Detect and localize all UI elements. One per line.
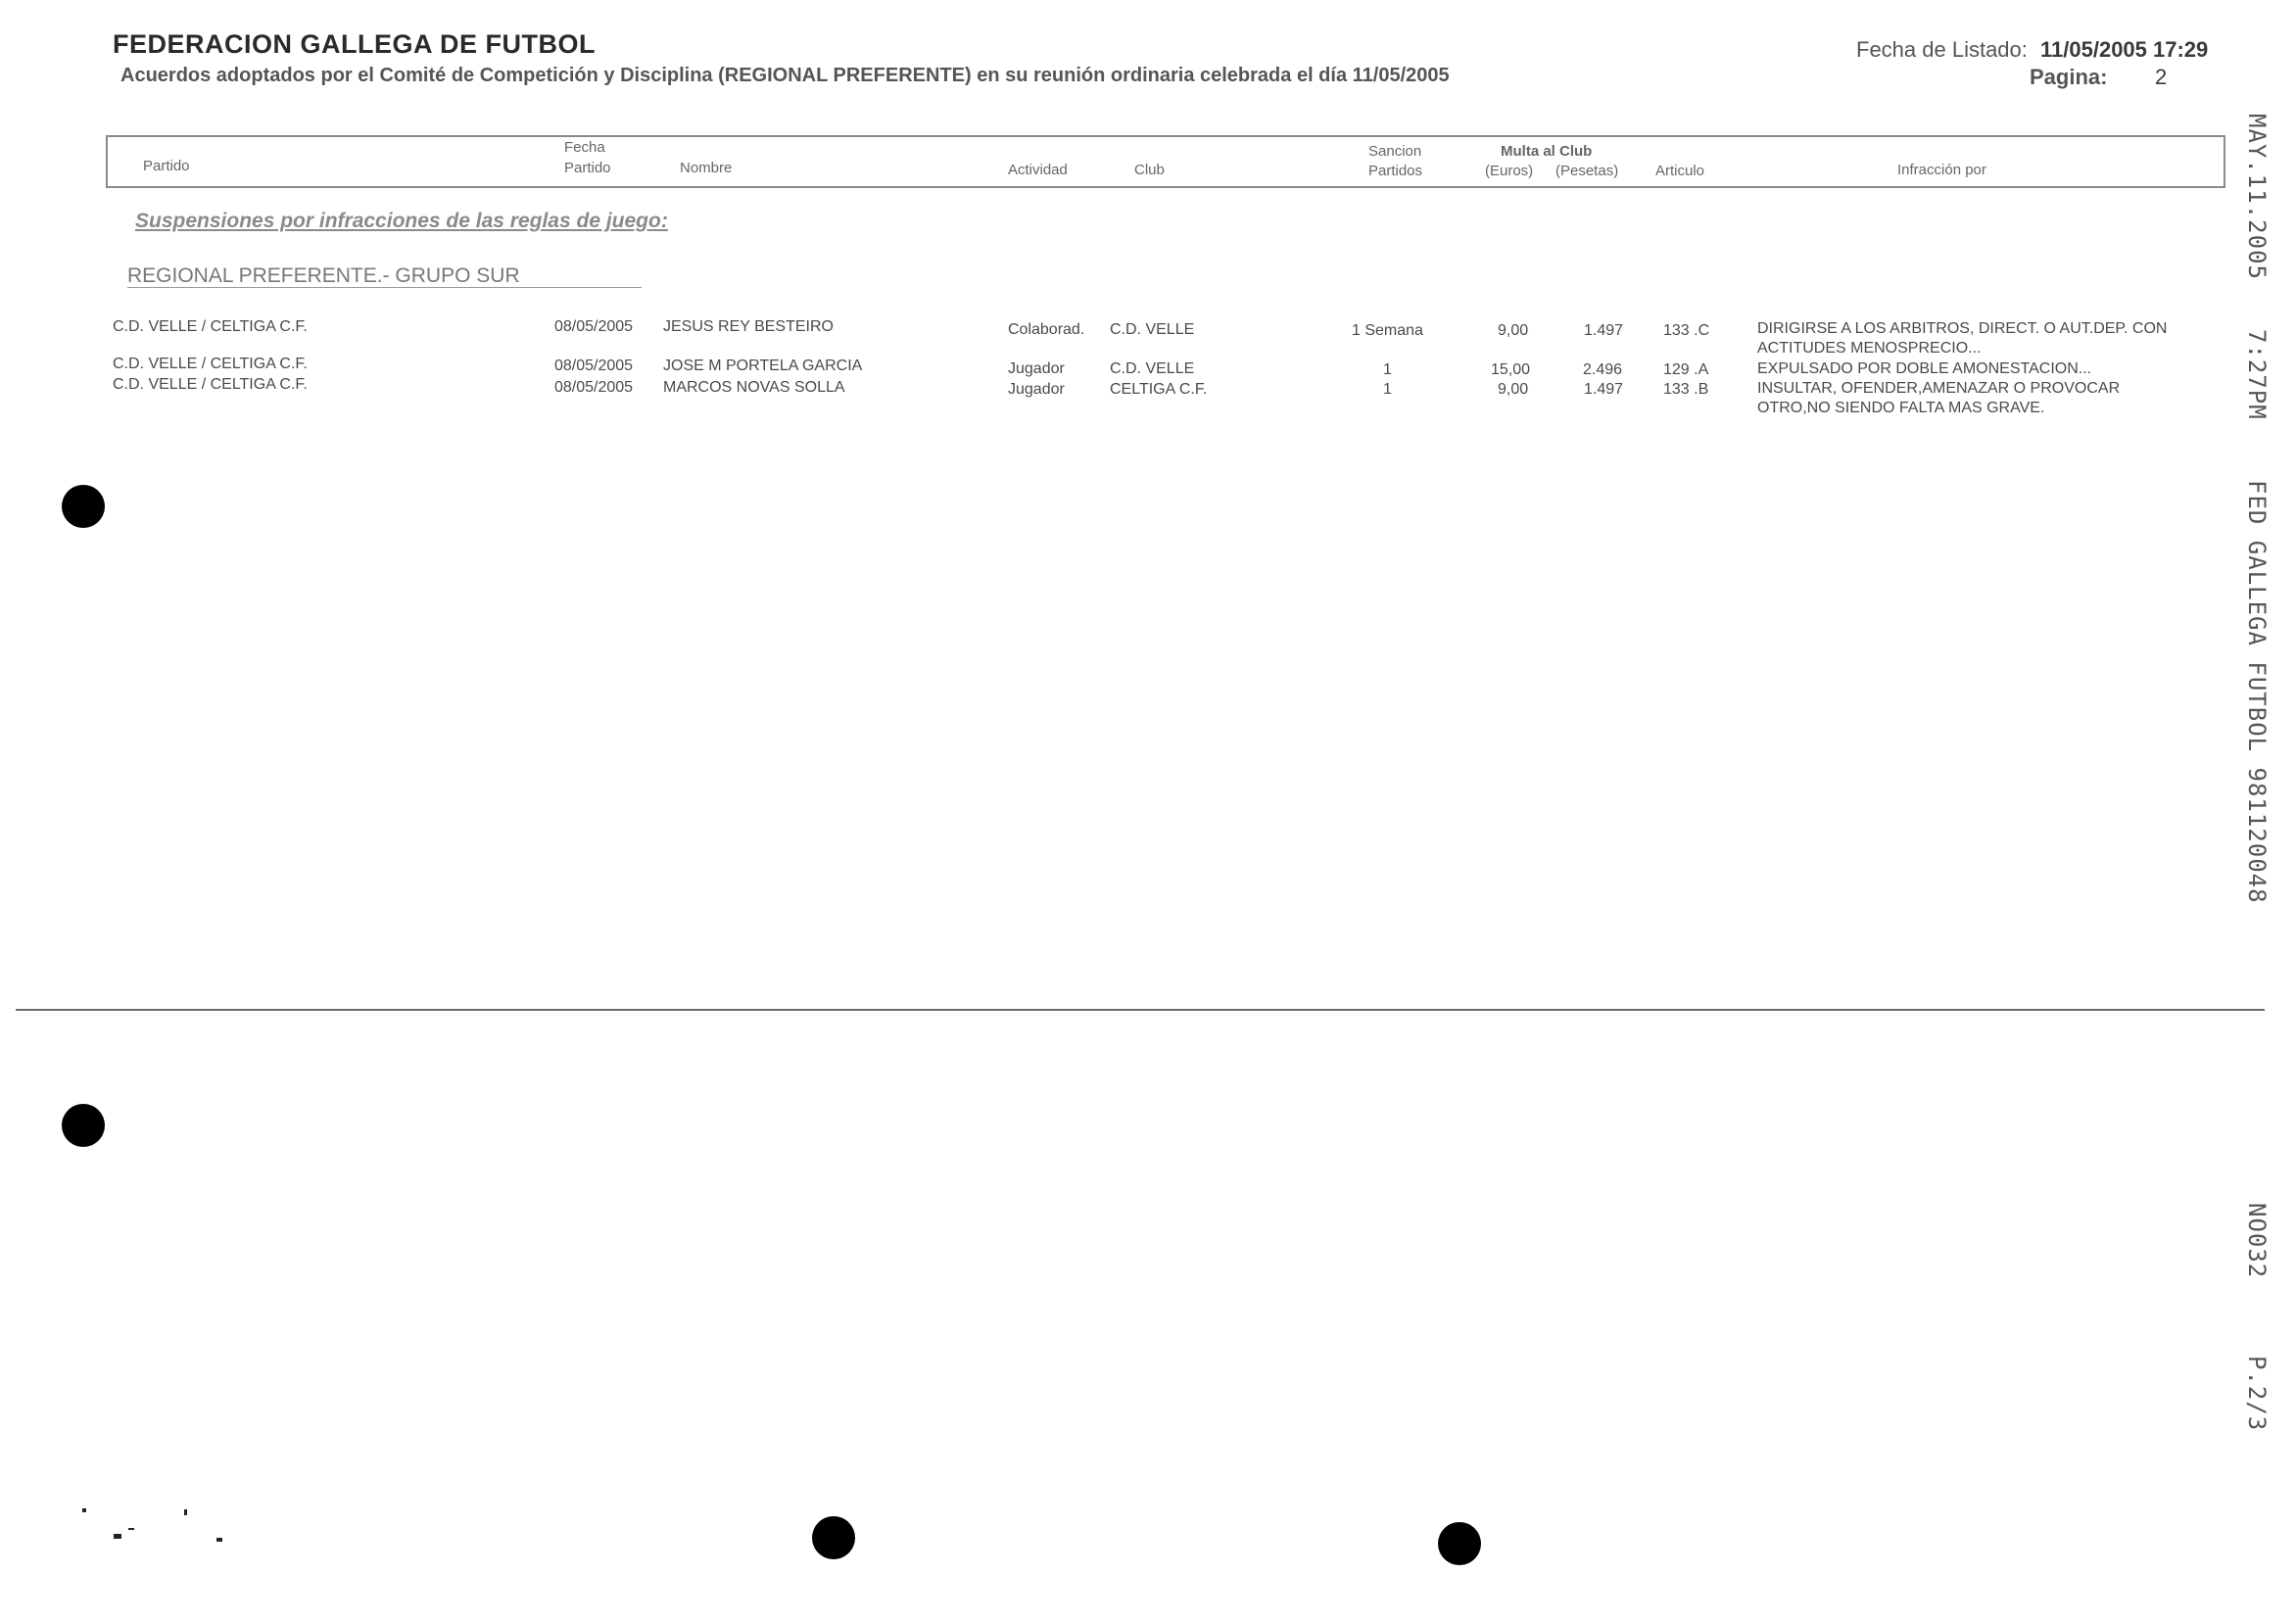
table-row-1-club: C.D. VELLE — [1110, 321, 1195, 338]
table-row-3-nombre: MARCOS NOVAS SOLLA — [663, 379, 845, 396]
col-infraccion: Infracción por — [1897, 162, 1986, 178]
table-row-2-actividad: Jugador — [1008, 360, 1065, 377]
fax-page: P.2/3 — [2243, 1356, 2271, 1432]
col-multa: Multa al Club — [1501, 143, 1593, 160]
table-row-2-sancion: 1 — [1383, 361, 1392, 378]
table-row-3-fecha: 08/05/2005 — [554, 379, 634, 396]
scan-speck — [114, 1534, 121, 1539]
col-articulo: Articulo — [1655, 163, 1705, 179]
scan-speck — [82, 1508, 86, 1512]
scan-speck — [216, 1538, 222, 1542]
table-row-3-euros: 9,00 — [1498, 381, 1529, 398]
group-underline — [127, 287, 642, 288]
table-row-3-infraccion: INSULTAR, OFENDER,AMENAZAR O PROVOCAR OTRO,NO SIENDO FALTA MAS GRAVE. — [1757, 380, 2121, 416]
table-row-1-actividad: Colaborad. — [1008, 321, 1085, 338]
fax-sender: FED GALLEGA FUTBOL 981120048 — [2243, 480, 2271, 904]
col-actividad: Actividad — [1008, 162, 1068, 178]
col-nombre: Nombre — [680, 160, 733, 176]
table-row-1-articulo: 133 .C — [1663, 322, 1710, 339]
col-sancion-2: Partidos — [1368, 163, 1423, 179]
listing-date-label: Fecha de Listado: — [1856, 37, 2028, 62]
section-title: Suspensiones por infracciones de las reglas de juego: — [135, 210, 668, 232]
col-partido: Partido — [143, 158, 190, 174]
table-row-3-pesetas: 1.497 — [1584, 381, 1624, 398]
table-row-3-articulo: 133 .B — [1663, 381, 1709, 398]
table-row-3-partido: C.D. VELLE / CELTIGA C.F. — [113, 376, 308, 393]
col-pesetas: (Pesetas) — [1555, 163, 1619, 179]
table-row-2-nombre: JOSE M PORTELA GARCIA — [663, 358, 863, 374]
col-club: Club — [1134, 162, 1165, 178]
table-row-1-partido: C.D. VELLE / CELTIGA C.F. — [113, 318, 308, 335]
listing-date-value: 11/05/2005 17:29 — [2040, 37, 2209, 62]
col-sancion-1: Sancion — [1368, 143, 1422, 160]
document-subtitle: Acuerdos adoptados por el Comité de Competición y Disciplina (REGIONAL PREFERENTE) en su reunión ordinaria celebrada el día 11/05/2005 — [120, 65, 1450, 86]
table-row-1-sancion: 1 Semana — [1352, 322, 1423, 339]
fold-line — [16, 1009, 2265, 1011]
table-row-3-club: CELTIGA C.F. — [1110, 381, 1208, 398]
scan-speck — [128, 1528, 134, 1530]
punch-hole — [62, 485, 105, 528]
table-row-1-euros: 9,00 — [1498, 322, 1529, 339]
fax-date: MAY.11.2005 — [2243, 114, 2271, 280]
table-row-2-partido: C.D. VELLE / CELTIGA C.F. — [113, 356, 308, 372]
fax-time: 7:27PM — [2243, 329, 2271, 420]
table-row-3-actividad: Jugador — [1008, 381, 1065, 398]
punch-hole — [812, 1516, 855, 1559]
group-title: REGIONAL PREFERENTE.- GRUPO SUR — [127, 264, 520, 287]
table-row-2-articulo: 129 .A — [1663, 361, 1709, 378]
table-row-2-infraccion: EXPULSADO POR DOBLE AMONESTACION... — [1757, 360, 2092, 377]
table-row-3-sancion: 1 — [1383, 381, 1392, 398]
page-label: Pagina: — [2030, 65, 2108, 89]
org-title: FEDERACION GALLEGA DE FUTBOL — [113, 29, 596, 59]
table-row-1-pesetas: 1.497 — [1584, 322, 1624, 339]
table-row-1-nombre: JESUS REY BESTEIRO — [663, 318, 834, 335]
col-fecha-2: Partido — [564, 160, 611, 176]
table-row-2-pesetas: 2.496 — [1583, 361, 1623, 378]
punch-hole — [62, 1104, 105, 1147]
fax-number: NO032 — [2243, 1203, 2271, 1279]
page-number: 2 — [2155, 65, 2168, 89]
table-row-1-infraccion: DIRIGIRSE A LOS ARBITROS, DIRECT. O AUT.DEP. CON ACTITUDES MENOSPRECIO... — [1757, 320, 2168, 357]
col-euros: (Euros) — [1485, 163, 1534, 179]
table-row-2-fecha: 08/05/2005 — [554, 358, 634, 374]
scan-speck — [184, 1509, 187, 1515]
table-row-2-euros: 15,00 — [1491, 361, 1531, 378]
col-fecha-1: Fecha — [564, 139, 605, 156]
table-row-1-fecha: 08/05/2005 — [554, 318, 634, 335]
table-row-2-club: C.D. VELLE — [1110, 360, 1195, 377]
punch-hole — [1438, 1522, 1481, 1565]
